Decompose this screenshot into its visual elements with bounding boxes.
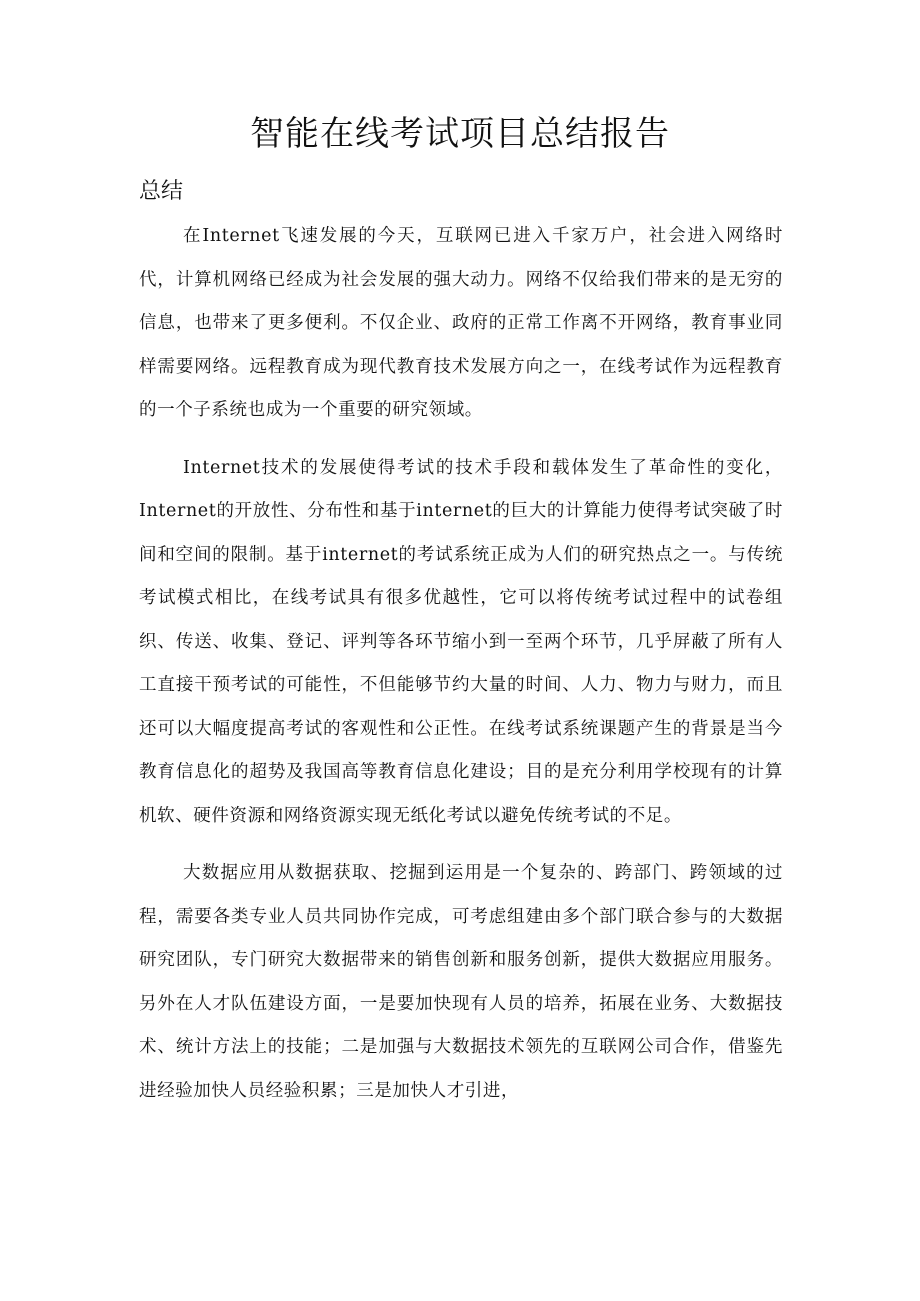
paragraph-1: 在Internet飞速发展的今天，互联网已进入千家万户，社会进入网络时代，计算机网络已经成为社会发展的强大动力。网络不仅给我们带来的是无穷的信息，也带来了更多便利。不仅企业、政府的正常工作离不开网络，教育事业同样需要网络。远程教育成为现代教育技术发展方向之一，在线考试作为远程教育的一个子系统也成为一个重要的研究领域。 (139, 226, 783, 420)
section-heading: 总结 (139, 179, 184, 204)
paragraph-2: Internet技术的发展使得考试的技术手段和载体发生了革命性的变化，Internet的开放性、分布性和基于internet的巨大的计算能力使得考试突破了时间和空间的限制。基于internet的考试系统正成为人们的研究热点之一。与传统考试模式相比，在线考试具有很多优越性，它可以将传统考试过程中的试卷组织、传送、收集、登记、评判等各环节缩小到一至两个环节，几乎屏蔽了所有人工直接干预考试的可能性，不但能够节约大量的时间、人力、物力与财力，而且还可以大幅度提高考试的客观性和公正性。在线考试系统课题产生的背景是当今教育信息化的超势及我国高等教育信息化建设；目的是充分利用学校现有的计算机软、硬件资源和网络资源实现无纸化考试以避免传统考试的不足。 (139, 457, 783, 826)
paragraph-3: 大数据应用从数据获取、挖掘到运用是一个复杂的、跨部门、跨领域的过程，需要各类专业人员共同协作完成，可考虑组建由多个部门联合参与的大数据研究团队，专门研究大数据带来的销售创新和服务创新，提供大数据应用服务。另外在人才队伍建设方面，一是要加快现有人员的培养，拓展在业务、大数据技术、统计方法上的技能；二是加强与大数据技术领先的互联网公司合作，借鉴先进经验加快人员经验积累；三是加快人才引进， (139, 863, 783, 1101)
document-title: 智能在线考试项目总结报告 (250, 114, 670, 154)
document-body (139, 215, 783, 1127)
